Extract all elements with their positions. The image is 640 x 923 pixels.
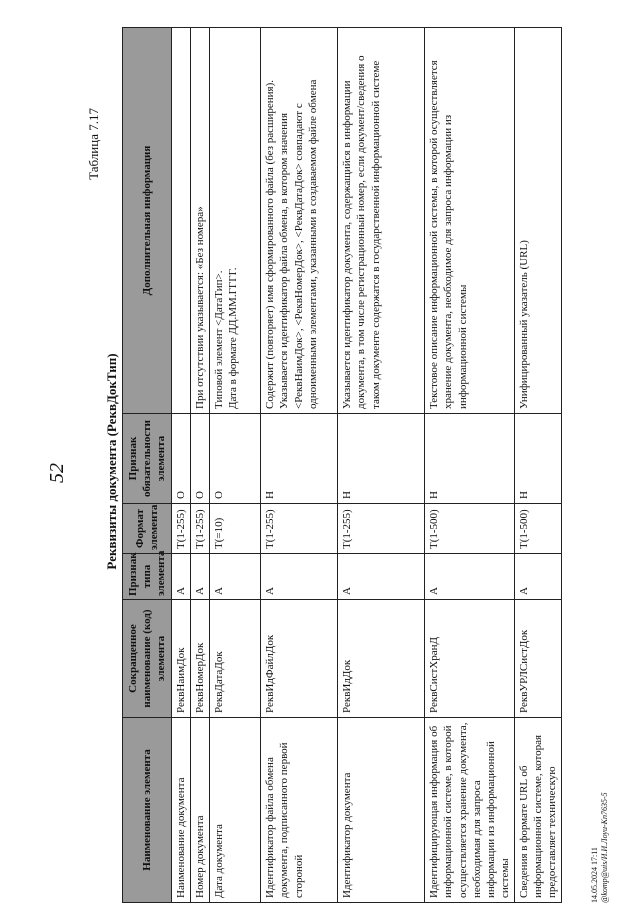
- table-row: [172, 28, 191, 903]
- cell-required: Н: [261, 414, 338, 504]
- cell-info: [172, 28, 191, 414]
- cell-format: T(1-500): [514, 504, 561, 554]
- cell-type: А: [172, 554, 191, 600]
- cell-name: Номер документа: [191, 718, 210, 903]
- cell-format: T(1-255): [172, 504, 191, 554]
- cell-type: А: [425, 554, 514, 600]
- table-header-row: [123, 28, 172, 903]
- cell-type: А: [338, 554, 425, 600]
- cell-type: А: [210, 554, 261, 600]
- cell-format: T(1-500): [425, 504, 514, 554]
- table-row: [191, 28, 210, 903]
- cell-info: Унифицированный указатель (URL): [514, 28, 561, 414]
- cell-info: Указывается идентификатор документа, содержащийся в информации документа, в том числе регистрационный номер, если документ/сведения о таком документе содержатся в государственной информационной системе: [338, 28, 425, 414]
- table-row: [514, 28, 561, 903]
- cell-info: Текстовое описание информационной системы, в которой осуществляется хранение документа, необходимое для запроса информации из информационной системы: [425, 28, 514, 414]
- cell-name: Сведения в формате URL об информационной системе, которая предоставляет техническую: [514, 718, 561, 903]
- cell-format: T(1-255): [261, 504, 338, 554]
- cell-code: РеквУРЛСистДок: [514, 600, 561, 718]
- cell-required: Н: [425, 414, 514, 504]
- cell-type: А: [261, 554, 338, 600]
- cell-name: Дата документа: [210, 718, 261, 903]
- cell-required: Н: [338, 414, 425, 504]
- cell-name: Идентификатор файла обмена документа, подписанного первой стороной: [261, 718, 338, 903]
- table-label: Таблица 7.17: [86, 108, 101, 180]
- requisites-table: [122, 27, 562, 903]
- table-row: [261, 28, 338, 903]
- header-element-required: Признак обязательности элемента: [123, 414, 172, 504]
- stamp-date: 14.05.2024 17:11: [590, 847, 599, 903]
- cell-code: РеквИдДок: [338, 600, 425, 718]
- header-element-code: Сокращенное наименование (код) элемента: [123, 600, 172, 718]
- cell-name: Идентификатор документа: [338, 718, 425, 903]
- header-additional-info: Дополнительная информация: [123, 28, 172, 414]
- cell-required: О: [191, 414, 210, 504]
- cell-format: T(=10): [210, 504, 261, 554]
- page-number: 52: [46, 463, 68, 483]
- cell-info: При отсутствии указывается: «Без номера»: [191, 28, 210, 414]
- cell-code: РеквИдФайлДок: [261, 600, 338, 718]
- table-row: [425, 28, 514, 903]
- header-element-name: Наименование элемента: [123, 718, 172, 903]
- cell-name: Наименование документа: [172, 718, 191, 903]
- cell-format: T(1-255): [338, 504, 425, 554]
- cell-type: А: [191, 554, 210, 600]
- info-line: Типовой элемент <ДатаТип>.: [213, 270, 226, 409]
- cell-code: РеквНомерДок: [191, 600, 210, 718]
- cell-required: О: [172, 414, 191, 504]
- cell-code: РеквДатаДок: [210, 600, 261, 718]
- table-row: [210, 28, 261, 903]
- cell-info: [210, 28, 261, 414]
- cell-format: T(1-255): [191, 504, 210, 554]
- cell-code: РеквСистХранД: [425, 600, 514, 718]
- cell-type: А: [514, 554, 561, 600]
- cell-code: РеквНаимДок: [172, 600, 191, 718]
- table-title: Реквизиты документа (РеквДокТип): [104, 353, 119, 570]
- info-line: Дата в формате ДД.ММ.ГГГГ.: [227, 267, 240, 409]
- stamp-signature: @komp@uis/И.И.Лоуи-Kn7635-5: [600, 792, 609, 903]
- header-element-type: Признак типа элемента: [123, 554, 172, 600]
- cell-info: Содержит (повторяет) имя сформированного файла (без расширения). Указывается идентификатор файла обмена, в котором значения <РеквНаимДок>, <РеквНомерДок>, <РеквДатаДок> совпадают с одноименными элементами, указанными в создаваемом файле обмена: [261, 28, 338, 414]
- signature-stamp: [590, 792, 610, 903]
- cell-required: Н: [514, 414, 561, 504]
- table-row: [338, 28, 425, 903]
- cell-name: Идентифицирующая информация об информационной системе, в которой осуществляется хранение документа, необходимая для запроса информации из информационной системы: [425, 718, 514, 903]
- header-element-format: Формат элемента: [123, 504, 172, 554]
- cell-required: О: [210, 414, 261, 504]
